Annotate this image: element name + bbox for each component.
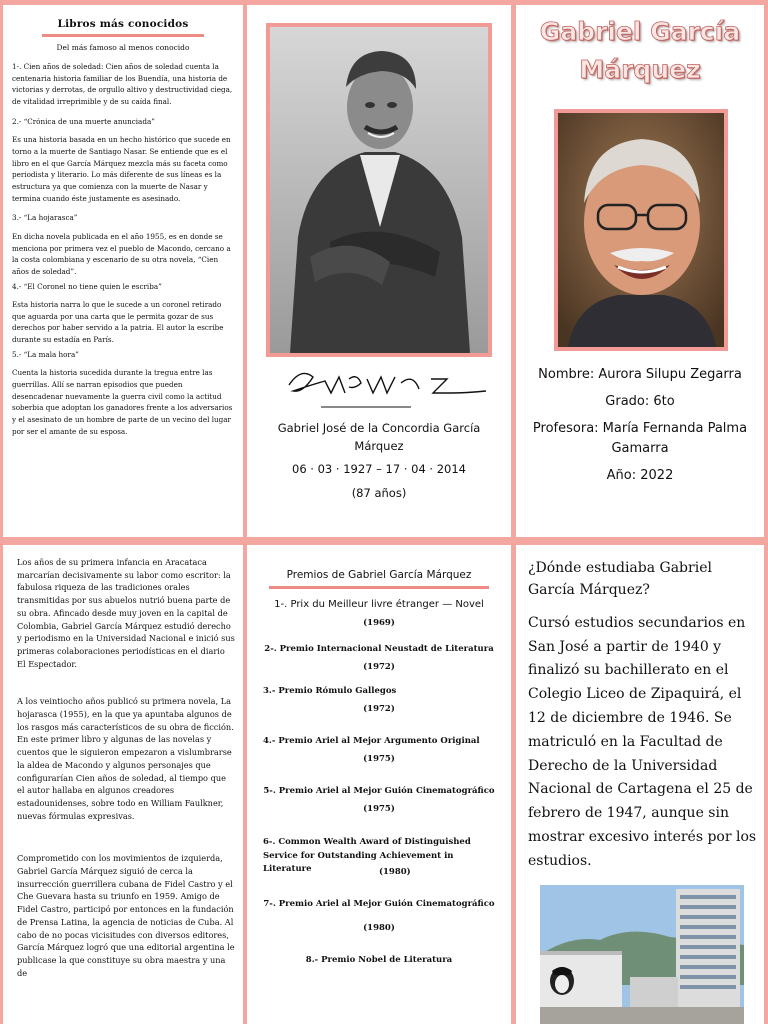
award-item [251, 899, 507, 933]
biography-panel [3, 545, 243, 1024]
portrait-image [270, 27, 488, 353]
author-info [257, 419, 501, 506]
book-4-title: 4.- “El Coronel no tiene quien le escriba” [12, 281, 162, 291]
heading-underline [42, 34, 204, 37]
student-name: Nombre: Aurora Silupu Zegarra [538, 367, 742, 382]
books-heading: Libros más conocidos [57, 18, 189, 30]
biography-paragraph: A los veintiocho años publicó su primera novela, La hojarasca (1955), en la que ya apuntaba algunos de los rasgos más característicos de su obra de ficción. En este primer libro y algunas de las novelas y cuentos que le siguieron empezaron a vislumbrarse la aldea de Macondo y algunos personajes que configurarían Cien años de soledad, al tiempo que el autor hallaba en algunos creadores estadounidenses, sobre todo en William Faulkner, nuevas fórmulas expresivas. [17, 696, 234, 821]
cover-panel [516, 5, 764, 537]
book-4-description: Esta historia narra lo que le sucede a un coronel retirado que aguarda por una carta que le permita gozar de sus derechos por haber servido a la patria. El autor la escribe durante su estadía en París. [12, 300, 224, 345]
books-panel [3, 5, 243, 537]
signature-image [281, 363, 491, 413]
student-grade: Grado: 6to [605, 393, 675, 409]
school-year: Año: 2022 [606, 468, 674, 484]
author-lifespan: 06 · 03 · 1927 – 17 · 04 · 2014 [292, 461, 466, 476]
heading-underline [269, 586, 489, 589]
awards-list [247, 599, 511, 965]
studies-panel [516, 545, 764, 1024]
award-item [251, 736, 507, 764]
cover-title: Gabriel García Márquez [539, 17, 741, 84]
biography-text [3, 545, 243, 979]
awards-heading: Premios de Gabriel García Márquez [286, 569, 472, 581]
author-age: (87 años) [351, 486, 407, 501]
award-name: 6-. Common Wealth Award of Distinguished Service for Outstanding Achievement in Literature [263, 837, 471, 875]
bw-portrait-photo [266, 23, 492, 357]
book-2-title: 2.- “Crónica de una muerte anunciada” [12, 116, 155, 126]
award-item [251, 955, 507, 965]
award-item [251, 686, 507, 714]
award-year: (1972) [363, 662, 395, 672]
award-year: (1975) [363, 754, 395, 764]
che-guevara-mural [550, 967, 574, 995]
award-item [251, 836, 507, 877]
award-year: (1975) [363, 804, 395, 814]
author-full-name: Gabriel José de la Concordia García Márquez [277, 421, 481, 454]
award-year: (1980) [363, 922, 395, 933]
award-name: 5-. Premio Ariel al Mejor Guión Cinematográfico [263, 786, 495, 796]
book-5-title: 5.- “La mala hora” [12, 349, 79, 359]
color-portrait-photo [554, 109, 728, 351]
book-5-description: Cuenta la historia sucedida durante la tregua entre las guerrillas. Allí se narran episodios que pueden desencadenar nuevamente la guerra civil como la actitud soberbia que adoptan los ganadores frente a los adversarios y el asesinato de un hombre de parte de un vecino del lugar por ser el amante de su esposa. [12, 368, 233, 436]
award-item [251, 786, 507, 814]
student-info [526, 365, 754, 493]
book-2-description: Es una historia basada en un hecho histórico que sucede en torno a la muerte de Santiago Nasar. Se entiende que es el libro en el que García Márquez mezcla más su faceta como periodista y literario. Lo más diferente de sus líneas es la estructura ya que comienza con la muerte de Nasar y termina cuando éste justamente es asesinado. [12, 135, 231, 203]
award-name: 4.- Premio Ariel al Mejor Argumento Original [263, 736, 480, 746]
book-3-description: En dicha novela publicada en el año 1955, es en donde se menciona por primera vez el pueblo de Macondo, cercano a la costa colombiana y escenario de su otra novela, “Cien años de soledad”. [12, 231, 231, 276]
award-name: 3.- Premio Rómulo Gallegos [263, 686, 397, 696]
award-name: 8.- Premio Nobel de Literatura [305, 954, 453, 965]
award-name: 1-. Prix du Meilleur livre étranger — Novel [274, 599, 484, 610]
teacher-name: Profesora: María Fernanda Palma Gamarra [532, 420, 748, 457]
award-year: (1972) [363, 704, 395, 714]
book-3-title: 3.- “La hojarasca” [12, 213, 78, 223]
awards-panel [247, 545, 511, 1024]
smiling-portrait-image [558, 113, 724, 347]
books-subtitle: Del más famoso al menos conocido [56, 43, 190, 52]
award-name: 7-. Premio Ariel al Mejor Guión Cinematográfico [263, 898, 495, 909]
award-year: (1969) [363, 618, 395, 628]
award-name: 2-. Premio Internacional Neustadt de Literatura [264, 644, 494, 654]
university-campus-photo [540, 885, 744, 1024]
studies-question: ¿Dónde estudiaba Gabriel García Márquez? [528, 560, 712, 599]
portrait-panel [247, 5, 511, 537]
biography-paragraph: Los años de su primera infancia en Aracataca marcarían decisivamente su labor como escritor: la fabulosa riqueza de las tradiciones orales transmitidas por sus abuelos nutrió buena parte de su obra. Afincado desde muy joven en la capital de Colombia, Gabriel García Márquez estudió derecho y periodismo en la Universidad Nacional e inició sus primeras colaboraciones periodísticas en el diario El Espectador. [17, 557, 235, 669]
studies-answer: Cursó estudios secundarios en San José a partir de 1940 y finalizó su bachillerato en el Colegio Liceo de Zipaquirá, el 12 de diciembre de 1946. Se matriculó en la Facultad de Derecho de la Universidad Nacional de Cartagena el 25 de febrero de 1947, aunque sin mostrar excesivo interés por los estudios. [528, 614, 757, 869]
award-year: (1980) [379, 866, 411, 877]
book-1-description: 1-. Cien años de soledad: Cien años de soledad cuenta la centenaria historia familiar de los Buendía, una historia de victorias y derrotas, de orgullo altivo y destructividad ciega, de vitalidad irreprimible y de su caída final. [12, 62, 233, 106]
books-list [3, 61, 243, 437]
award-item [251, 599, 507, 628]
award-item [251, 644, 507, 672]
biography-paragraph: Comprometido con los movimientos de izquierda, Gabriel García Márquez siguió de cerca la insurrección guerrillera cubana de Fidel Castro y el Che Guevara hasta su triunfo en 1959. Amigo de Fidel Castro, participó por entonces en la fundación de Prensa Latina, la agencia de noticias de Cuba. Al cabo de no pocas vicisitudes con diversos editores, García Márquez logró que una editorial argentina le publicase la que constituye su obra maestra y una de [17, 853, 235, 978]
